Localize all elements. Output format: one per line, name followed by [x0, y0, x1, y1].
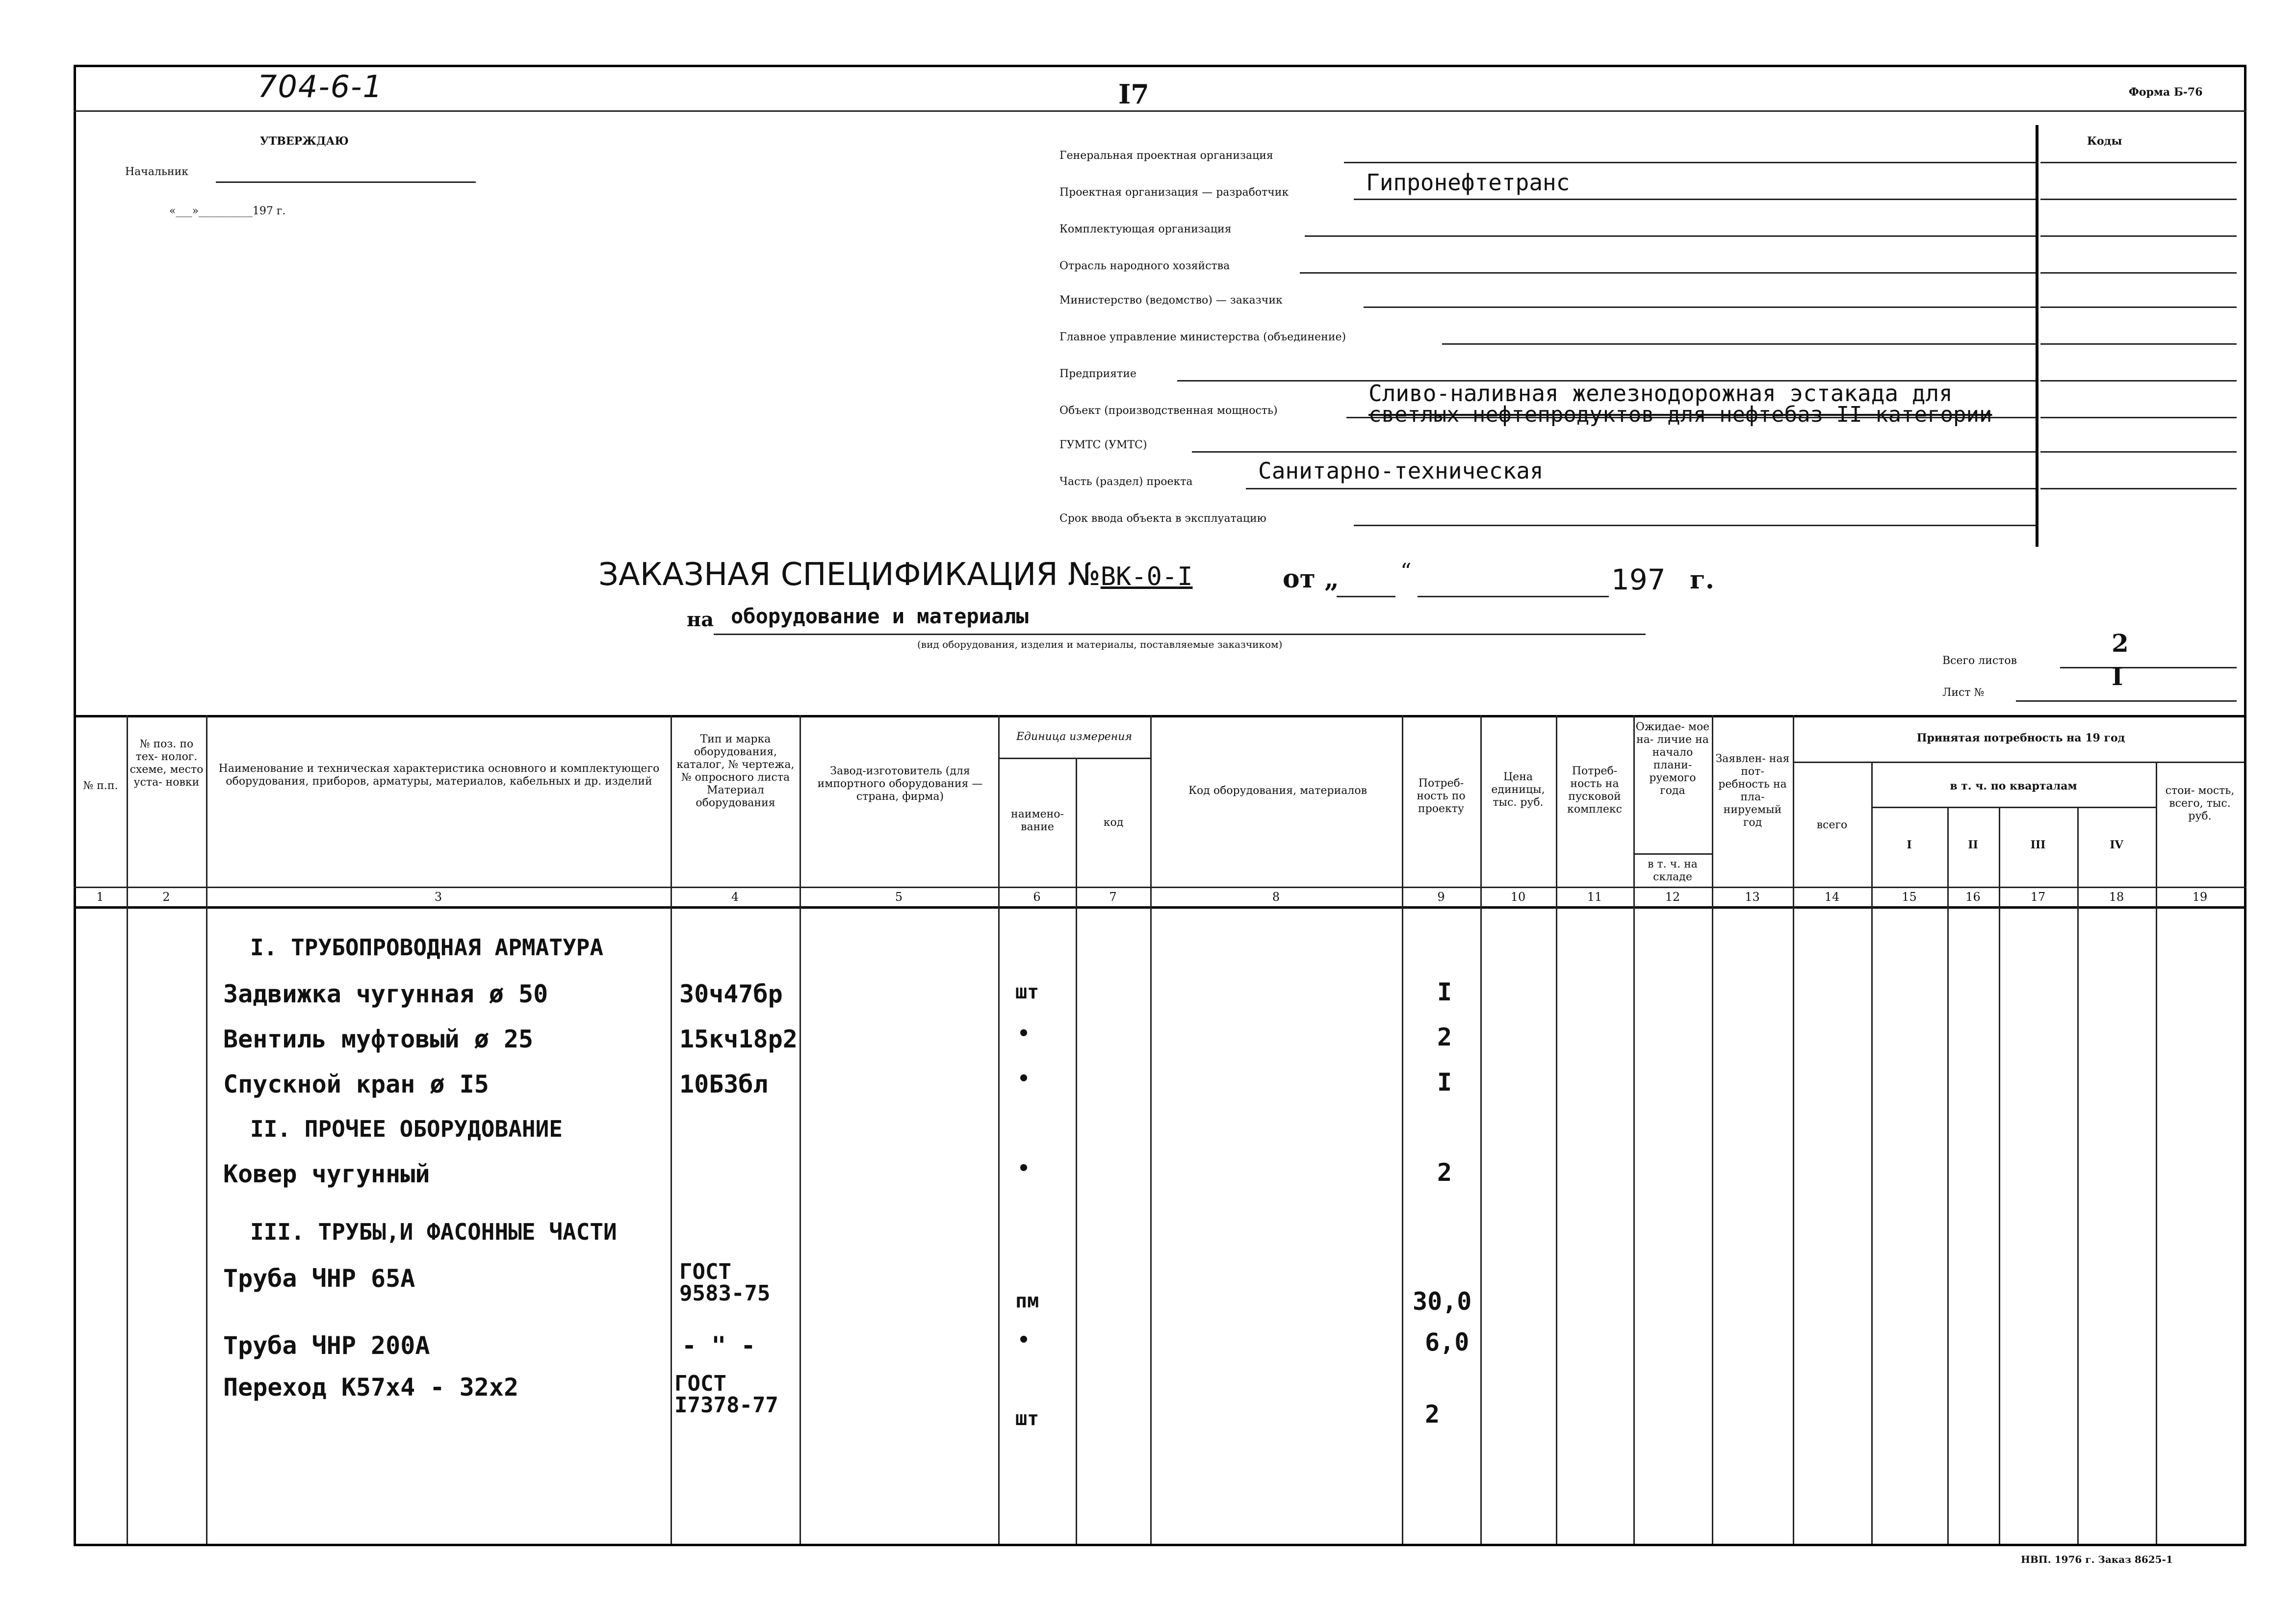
col-line-1: [127, 715, 128, 1544]
code-line-3: [2040, 272, 2237, 274]
hdr-c3: Наименование и техническая характеристика основного и комплектующего оборудования, приборов, арматуры, материалов, кабельных и др. изделий: [218, 763, 660, 788]
col-line-11: [1633, 715, 1635, 1544]
org-value-1: Гипронефтетранс: [1366, 169, 1570, 196]
spec-number: ВК-0-I: [1100, 562, 1193, 591]
hdr-c4: Тип и марка оборудования, каталог, № чертежа, № опросного листа Материал оборудования: [676, 733, 795, 809]
row-qty: I: [1437, 1068, 1452, 1097]
hdr-c16: II: [1968, 839, 1978, 851]
row-qty: 30,0: [1413, 1287, 1472, 1316]
colnum-4: 4: [731, 890, 739, 904]
hdr-c12b: в т. ч. на складе: [1648, 858, 1698, 883]
unit-group-line: [998, 758, 1150, 759]
col-line-14: [1871, 762, 1873, 1544]
row-unit: •: [1018, 1068, 1030, 1090]
colnum-12: 12: [1665, 890, 1680, 904]
row-name: Задвижка чугунная ø 50: [223, 980, 548, 1008]
hdr-accepted: Принятая потребность на 19 год: [1916, 732, 2125, 744]
spec-subject: оборудование и материалы: [731, 604, 1029, 628]
page-number: I7: [1118, 78, 1149, 110]
colnum-11: 11: [1587, 890, 1602, 904]
colnum-7: 7: [1109, 890, 1117, 904]
row-type: ГОСТ 9583-75: [679, 1259, 771, 1306]
frame-bottom: [74, 1544, 2246, 1546]
col-line-6: [1076, 758, 1077, 1544]
table-colnum-top: [74, 887, 2246, 888]
hdr-c10: Цена единицы, тыс. руб.: [1491, 771, 1545, 809]
row-name: Труба ЧНР 65А: [223, 1264, 415, 1293]
row-unit: •: [1018, 1157, 1030, 1180]
col-line-5: [998, 715, 1000, 1544]
org-label-9: Часть (раздел) проекта: [1059, 476, 1193, 488]
org-label-7: Объект (производственная мощность): [1059, 405, 1278, 417]
org-line-9: [1246, 488, 2036, 489]
colnum-13: 13: [1745, 890, 1760, 904]
hdr-quarters: в т. ч. по кварталам: [1950, 780, 2077, 792]
table-body-top: [74, 906, 2246, 909]
spec-month-line: [1418, 596, 1609, 597]
code-line-8: [2040, 451, 2237, 453]
sheet-line: [2016, 700, 2237, 702]
hdr-c1: № п.п.: [83, 780, 118, 792]
colnum-14: 14: [1824, 890, 1840, 904]
org-label-6: Предприятие: [1059, 368, 1136, 380]
org-line-3: [1300, 272, 2036, 274]
col-line-13: [1793, 715, 1794, 1544]
row-unit: •: [1018, 1329, 1030, 1352]
org-line-0: [1344, 162, 2036, 163]
colnum-10: 10: [1510, 890, 1526, 904]
approve-date: «___»__________197 г.: [169, 205, 286, 217]
chief-label: Начальник: [125, 166, 188, 178]
hdr-c17: III: [2030, 839, 2046, 851]
col-line-15: [1947, 807, 1949, 1544]
org-label-5: Главное управление министерства (объединение): [1059, 331, 1346, 343]
row-name: Труба ЧНР 200А: [223, 1331, 430, 1360]
col-line-3: [671, 715, 672, 1544]
hdr-c11: Потреб- ность на пусковой комплекс: [1567, 765, 1622, 816]
handwritten-number: 704-6-1: [258, 69, 383, 104]
col-line-4: [800, 715, 801, 1544]
table-top: [74, 715, 2246, 717]
hdr-c14: всего: [1816, 819, 1848, 831]
org-label-0: Генеральная проектная организация: [1059, 150, 1273, 162]
colnum-16: 16: [1965, 890, 1981, 904]
hdr-c18: IV: [2110, 839, 2123, 851]
hdr-c19: стои- мость, всего, тыс. руб.: [2165, 785, 2235, 822]
hdr-c5: Завод-изготовитель (для импортного оборудования — страна, фирма): [817, 765, 983, 803]
sheet-label: Лист №: [1942, 687, 1985, 699]
frame-top: [74, 65, 2246, 67]
hdr-c7: код: [1103, 816, 1124, 829]
row-type: 10Б3бл: [679, 1070, 768, 1098]
footer-imprint: НВП. 1976 г. Заказ 8625-1: [2021, 1554, 2173, 1565]
codes-label: Коды: [2087, 135, 2122, 148]
org-line-4: [1364, 306, 2036, 308]
org-line-8: [1192, 451, 2036, 453]
row-qty: 6,0: [1425, 1328, 1470, 1356]
frame-right: [2244, 65, 2246, 1544]
code-line-5: [2040, 343, 2237, 345]
row-type: - " -: [682, 1331, 756, 1360]
spec-year: 197: [1611, 563, 1666, 596]
spec-title-text: ЗАКАЗНАЯ СПЕЦИФИКАЦИЯ №: [598, 557, 1101, 593]
col-line-16: [1999, 807, 2000, 1544]
colnum-6: 6: [1033, 890, 1041, 904]
spec-subject-caption: (вид оборудования, изделия и материалы, поставляемые заказчиком): [917, 638, 1283, 650]
org-line-1: [1354, 199, 2036, 200]
row-type: 15кч18р2: [679, 1025, 798, 1053]
org-label-8: ГУМТС (УМТС): [1059, 439, 1147, 451]
spec-quote: “: [1400, 559, 1412, 584]
row-qty: I: [1437, 978, 1452, 1006]
col-line-12: [1712, 715, 1713, 1544]
col-line-9: [1480, 715, 1482, 1544]
col-line-7: [1150, 715, 1152, 1544]
code-line-7: [2040, 417, 2237, 418]
row-type: ГОСТ I7378-77: [674, 1371, 778, 1418]
row-qty: 2: [1437, 1023, 1452, 1051]
spec-on-label: на: [687, 608, 714, 631]
total-sheets-line: [2060, 667, 2237, 668]
row-name: Переход К57х4 - 32х2: [223, 1373, 519, 1402]
row-type: 30ч47бр: [679, 980, 783, 1008]
colnum-3: 3: [434, 890, 442, 904]
row-qty: 2: [1425, 1400, 1440, 1428]
row-name: Вентиль муфтовый ø 25: [223, 1025, 534, 1053]
org-label-4: Министерство (ведомство) — заказчик: [1059, 294, 1283, 306]
total-sheets-label: Всего листов: [1942, 655, 2017, 667]
org-value-8: светлых нефтепродуктов для нефтебаз II категории: [1368, 402, 1992, 427]
spec-title: [598, 557, 1193, 593]
row-name: I. ТРУБОПРОВОДНАЯ АРМАТУРА: [250, 934, 604, 961]
codes-divider: [2036, 125, 2038, 547]
top-rule-2: [74, 110, 2246, 112]
code-line-2: [2040, 235, 2237, 237]
row-unit: пм: [1015, 1290, 1039, 1312]
quarters-line: [1871, 807, 2156, 808]
colnum-15: 15: [1902, 890, 1917, 904]
code-line-6: [2040, 380, 2237, 382]
c12-sub-line: [1633, 853, 1712, 855]
spec-day-line: [1337, 596, 1395, 597]
row-unit: шт: [1015, 981, 1039, 1003]
row-name: Спускной кран ø I5: [223, 1070, 489, 1098]
sheet-number: I: [2112, 662, 2123, 691]
spec-subject-line: [714, 634, 1646, 635]
code-line-0: [2040, 162, 2237, 163]
colnum-9: 9: [1437, 890, 1445, 904]
hdr-unit-group: Единица измерения: [1016, 731, 1133, 743]
col-line-8: [1402, 715, 1403, 1544]
hdr-c15: I: [1907, 839, 1912, 851]
colnum-18: 18: [2109, 890, 2124, 904]
org-label-10: Срок ввода объекта в эксплуатацию: [1059, 512, 1266, 525]
hdr-c9: Потреб- ность по проекту: [1417, 777, 1466, 815]
row-name: II. ПРОЧЕЕ ОБОРУДОВАНИЕ: [250, 1116, 563, 1142]
spec-year-suffix: г.: [1690, 565, 1714, 595]
colnum-5: 5: [895, 890, 903, 904]
org-value-9: Санитарно-техническая: [1258, 458, 1544, 484]
org-label-1: Проектная организация — разработчик: [1059, 186, 1289, 199]
col-line-18: [2156, 762, 2157, 1544]
row-qty: 2: [1437, 1158, 1452, 1187]
org-label-3: Отрасль народного хозяйства: [1059, 260, 1230, 272]
org-label-2: Комплектующая организация: [1059, 223, 1232, 235]
org-line-2: [1305, 235, 2036, 237]
form-label: Форма Б-76: [2129, 86, 2203, 99]
row-unit: •: [1018, 1022, 1030, 1045]
row-name: Ковер чугунный: [223, 1160, 430, 1188]
hdr-c12: Ожидае- мое на- личие на начало плани- руемого года: [1635, 721, 1710, 797]
hdr-c13: Заявлен- ная пот- ребность на пла- нируемый год: [1715, 753, 1790, 829]
hdr-c8: Код оборудования, материалов: [1188, 785, 1367, 797]
code-line-4: [2040, 306, 2237, 308]
code-line-1: [2040, 199, 2237, 200]
total-sheets: 2: [2112, 629, 2129, 658]
approve-title: УТВЕРЖДАЮ: [260, 135, 349, 148]
colnum-19: 19: [2192, 890, 2208, 904]
org-line-10: [1354, 525, 2036, 526]
code-line-9: [2040, 488, 2237, 489]
hdr-c6: наимено- вание: [1011, 808, 1064, 833]
chief-line: [216, 181, 476, 183]
colnum-2: 2: [162, 890, 170, 904]
colnum-8: 8: [1272, 890, 1280, 904]
colnum-17: 17: [2030, 890, 2046, 904]
col-line-10: [1556, 715, 1557, 1544]
row-unit: шт: [1015, 1407, 1039, 1430]
row-name: III. ТРУБЫ,И ФАСОННЫЕ ЧАСТИ: [250, 1219, 617, 1245]
org-line-5: [1442, 343, 2036, 345]
accepted-line: [1793, 762, 2244, 763]
colnum-1: 1: [96, 890, 104, 904]
frame-left: [74, 65, 76, 1544]
org-value-7: Сливо-наливная железнодорожная эстакада для: [1368, 380, 1953, 407]
hdr-c2: № поз. по тех- нолог. схеме, место уста- новки: [129, 738, 204, 789]
col-line-2: [206, 715, 207, 1544]
col-line-17: [2077, 807, 2079, 1544]
spec-from: от „: [1283, 564, 1339, 594]
